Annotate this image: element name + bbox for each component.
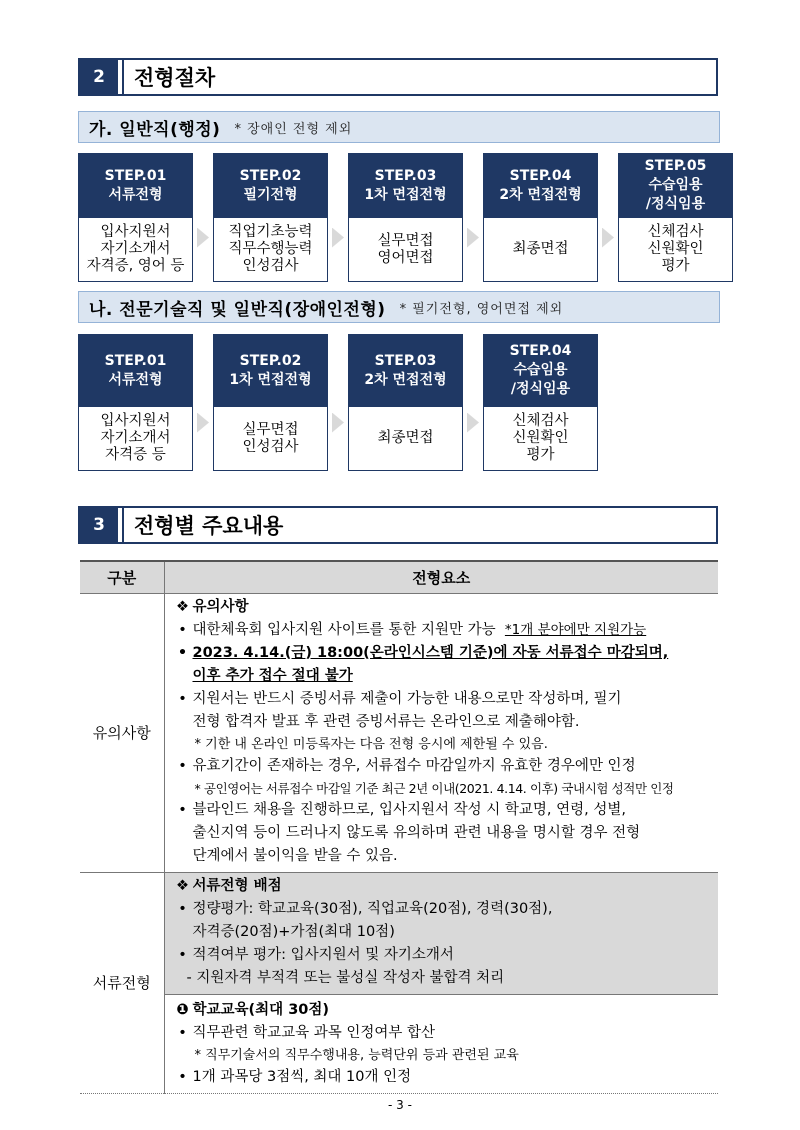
heading-text: 유의사항 [192, 598, 249, 615]
step-card [78, 334, 193, 471]
step-title: 1차 면접전형 [229, 371, 312, 388]
step-card [483, 153, 598, 282]
heading-text: 학교교육(최대 30점) [192, 1001, 330, 1018]
subsection-title: 가. 일반직(행정) [89, 119, 221, 140]
circled-number-icon: ❶ [176, 1001, 189, 1018]
list-item: • 대한체육회 입사지원 사이트를 통한 지원만 가능 *1개 분야에만 지원가능 [178, 621, 647, 638]
heading-text: 서류전형 배점 [192, 877, 282, 894]
step-details [78, 218, 193, 282]
list-item: • 2023. 4.14.(금) 18:00(온라인시스템 기준)에 자동 서류접수 마감되며, 이후 추가 접수 절대 불가 [177, 644, 669, 684]
step-number: STEP.04 [509, 343, 572, 359]
step-detail-line: 직업기초능력 [228, 224, 313, 240]
step-header [483, 153, 598, 218]
step-details [483, 407, 598, 471]
selection-details-table [80, 560, 718, 1094]
step-detail-line: 신원확인 [647, 241, 704, 257]
list-item: • 직무관련 학교교육 과목 인정여부 합산 [173, 1022, 715, 1045]
list-item: • 블라인드 채용을 진행하므로, 입사지원서 작성 시 학교명, 연령, 성별, 출신지역 등이 드러나지 않도록 유의하며 관련 내용을 명시할 경우 전형 단계에서 불이익을 받을 수 있음. [178, 801, 641, 864]
list-item-text: 정량평가: 학교교육(30점), 직업교육(20점), 경력(30점), [192, 900, 553, 917]
section-heading [173, 596, 715, 619]
step-detail-line: 자기소개서 [100, 430, 171, 446]
step-title: /정식임용 [645, 196, 706, 212]
section-heading [173, 875, 715, 898]
list-item-text: 2023. 4.14.(금) 18:00(온라인시스템 기준)에 자동 서류접수 마감되며, [192, 644, 669, 661]
list-item-text: 단계에서 불이익을 받을 수 있음. [192, 847, 398, 864]
step-details [348, 407, 463, 471]
step-detail-line: 최종면접 [377, 430, 434, 446]
row-label: 서류전형 [80, 872, 164, 1093]
row-content [164, 593, 718, 872]
list-item-text: 유효기간이 존재하는 경우, 서류접수 마감일까지 유효한 경우에만 인정 [192, 757, 636, 774]
subsection-title: 나. 전문기술직 및 일반직(장애인전형) [89, 299, 386, 320]
arrow-right-icon [463, 153, 483, 282]
step-detail-line: 신체검사 [512, 413, 569, 429]
section-3-header [78, 506, 718, 544]
list-item-text: 출신지역 등이 드러나지 않도록 유의하며 관련 내용을 명시할 경우 전형 [192, 824, 641, 841]
section-heading [173, 999, 715, 1022]
process-steps-a [78, 153, 733, 282]
step-detail-line: 인성검사 [242, 438, 299, 455]
list-item-note: *1개 분야에만 지원가능 [504, 621, 647, 638]
subsection-note: * 필기전형, 영어면접 제외 [399, 301, 564, 317]
step-card [213, 153, 328, 282]
step-header [348, 153, 463, 218]
step-number: STEP.01 [104, 352, 167, 369]
step-header [213, 153, 328, 218]
step-detail-line: 직무수행능력 [228, 241, 313, 257]
list-item: • 정량평가: 학교교육(30점), 직업교육(20점), 경력(30점), 자격증(20점)+가점(최대 10점) [178, 900, 553, 940]
step-number: STEP.02 [239, 352, 302, 369]
step-number: STEP.04 [509, 167, 572, 184]
list-item-note: * 직무기술서의 직무수행내용, 능력단위 등과 관련된 교육 [194, 1047, 519, 1063]
step-detail-line: 자기소개서 [100, 241, 171, 257]
page-number: - 3 - [388, 1098, 412, 1112]
step-card [348, 334, 463, 471]
section-title: 전형별 주요내용 [118, 508, 716, 542]
step-details [483, 218, 598, 282]
step-card [348, 153, 463, 282]
step-header [348, 334, 463, 407]
step-detail-line: 평가 [661, 258, 690, 274]
step-detail-line: 최종면접 [512, 241, 569, 257]
section-title: 전형절차 [118, 60, 716, 94]
step-title: 필기전형 [243, 186, 298, 203]
section-number: 3 [80, 508, 118, 542]
step-number: STEP.03 [374, 352, 437, 369]
table-row-document-screening [80, 872, 718, 1093]
diamond-bullet-icon: ❖ [176, 877, 189, 894]
step-title: 2차 면접전형 [499, 186, 582, 203]
step-details [213, 407, 328, 471]
list-item: • 지원서는 반드시 증빙서류 제출이 가능한 내용으로만 작성하며, 필기 전형 합격자 발표 후 관련 증빙서류는 온라인으로 제출해야함. [178, 690, 622, 730]
column-header-category: 구분 [80, 561, 164, 593]
step-card [213, 334, 328, 471]
step-card [483, 334, 598, 471]
step-detail-line: 영어면접 [377, 249, 434, 266]
step-number: STEP.05 [644, 158, 707, 174]
list-item-text: 적격여부 평가: 입사지원서 및 자기소개서 [192, 946, 454, 963]
arrow-right-icon [598, 153, 618, 282]
step-detail-line: 신체검사 [647, 224, 704, 240]
arrow-right-icon [463, 334, 483, 471]
step-details [78, 407, 193, 471]
list-item-text: 지원서는 반드시 증빙서류 제출이 가능한 내용으로만 작성하며, 필기 [192, 690, 622, 707]
list-item-text: 자격증(20점)+가점(최대 10점) [192, 923, 395, 940]
list-item-text: 이후 추가 접수 절대 불가 [192, 667, 353, 684]
arrow-right-icon [193, 334, 213, 471]
step-header [618, 153, 733, 218]
process-steps-b [78, 334, 598, 471]
step-details [348, 218, 463, 282]
arrow-right-icon [328, 153, 348, 282]
step-card [618, 153, 733, 282]
list-item-text: 전형 합격자 발표 후 관련 증빙서류는 온라인으로 제출해야함. [192, 713, 580, 730]
step-detail-line: 인성검사 [242, 258, 299, 274]
list-item-note: * 기한 내 온라인 미등록자는 다음 전형 응시에 제한될 수 있음. [194, 736, 548, 752]
step-detail-line: 신원확인 [512, 430, 569, 446]
step-card [78, 153, 193, 282]
section-2-header [78, 58, 718, 96]
step-header [78, 334, 193, 407]
list-item-text: 블라인드 채용을 진행하므로, 입사지원서 작성 시 학교명, 연령, 성별, [192, 801, 626, 818]
subsection-general-admin [78, 111, 720, 143]
row-content [164, 872, 718, 1093]
step-detail-line: 입사지원서 [100, 413, 171, 429]
step-title: 수습임용 [648, 177, 703, 193]
step-detail-line: 평가 [526, 447, 555, 463]
step-details [618, 218, 733, 282]
step-title: 2차 면접전형 [364, 371, 447, 388]
step-header [78, 153, 193, 218]
arrow-right-icon [193, 153, 213, 282]
column-header-elements: 전형요소 [164, 561, 718, 593]
list-item-text: 직무관련 학교교육 과목 인정여부 합산 [192, 1024, 436, 1041]
table-row-notice [80, 593, 718, 872]
row-label: 유의사항 [80, 593, 164, 872]
step-number: STEP.02 [239, 167, 302, 184]
step-number: STEP.03 [374, 167, 437, 184]
step-title: 서류전형 [108, 371, 163, 388]
step-title: 서류전형 [108, 186, 163, 203]
subsection-note: * 장애인 전형 제외 [234, 121, 353, 137]
list-item: • 유효기간이 존재하는 경우, 서류접수 마감일까지 유효한 경우에만 인정 [173, 755, 715, 778]
subsection-technical-disabled [78, 291, 720, 323]
step-title: /정식임용 [510, 381, 571, 397]
table-header-row [80, 561, 718, 593]
step-detail-line: 입사지원서 [100, 224, 171, 240]
step-number: STEP.01 [104, 167, 167, 184]
step-title: 수습임용 [513, 362, 568, 378]
step-detail-line: 실무면접 [377, 232, 434, 249]
list-item: • 1개 과목당 3점씩, 최대 10개 인정 [173, 1066, 715, 1089]
list-item: • 적격여부 평가: 입사지원서 및 자기소개서 [173, 944, 715, 967]
list-item-note: * 공인영어는 서류접수 마감일 기준 최근 2년 이내(2021. 4.14. 이후) 국내시험 성적만 인정 [194, 780, 674, 796]
step-header [213, 334, 328, 407]
step-details [213, 218, 328, 282]
arrow-right-icon [328, 334, 348, 471]
step-detail-line: 자격증 등 [105, 447, 166, 463]
diamond-bullet-icon: ❖ [176, 598, 189, 615]
list-item-text: 1개 과목당 3점씩, 최대 10개 인정 [192, 1068, 412, 1085]
list-item-text: 대한체육회 입사지원 사이트를 통한 지원만 가능 [192, 621, 496, 638]
section-number: 2 [80, 60, 118, 94]
list-item-sub: - 지원자격 부적격 또는 불성실 작성자 불합격 처리 [186, 969, 505, 986]
step-title: 1차 면접전형 [364, 186, 447, 203]
step-detail-line: 자격증, 영어 등 [86, 258, 185, 274]
step-detail-line: 실무면접 [242, 421, 299, 438]
step-header [483, 334, 598, 407]
